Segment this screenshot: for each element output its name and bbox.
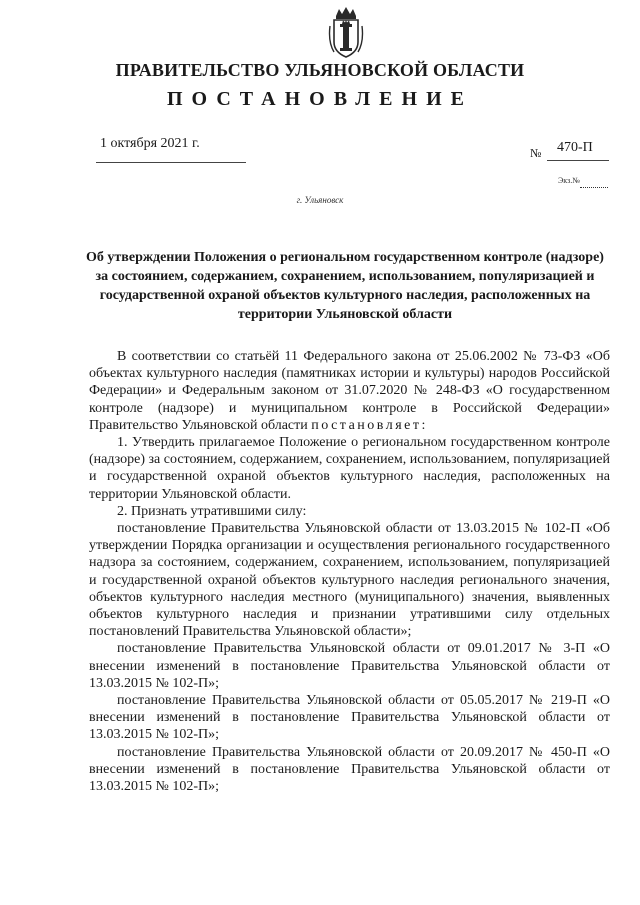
- number-underline: [547, 160, 609, 161]
- intro-paragraph: [89, 348, 610, 434]
- repeal-paragraph: постановление Правительства Ульяновской области от 05.05.2017 № 219-П «О внесении изменений в постановление Правительства Ульяновской области от 13.03.2015 № 102-П»;: [89, 693, 610, 743]
- city-name: г. Ульяновск: [296, 195, 344, 205]
- decree-word: постановляет:: [311, 417, 428, 433]
- item-1-paragraph: 1. Утвердить прилагаемое Положение о региональном государственном контроле (надзоре) за состоянием, содержанием, сохранением, использованием, популяризацией и государственной охраной объектов культурного наследия, расположенных на территории Ульяновской области.: [89, 435, 610, 502]
- government-title: ПРАВИТЕЛЬСТВО УЛЬЯНОВСКОЙ ОБЛАСТИ: [115, 60, 525, 80]
- copy-number-label: Экз.№: [558, 176, 580, 185]
- number-sign: №: [530, 146, 542, 160]
- repeal-paragraph: постановление Правительства Ульяновской области от 20.09.2017 № 450-П «О внесении изменений в постановление Правительства Ульяновской области от 13.03.2015 № 102-П»;: [89, 744, 610, 795]
- document-subject: Об утверждении Положения о региональном государственном контроле (надзоре) за состоянием, содержанием, сохранением, использованием, популяризацией и государственной охраной объектов культурного наследия, расположенных на территории Ульяновской области: [86, 250, 604, 322]
- copy-number-underline: [580, 187, 608, 188]
- item-2-paragraph: 2. Признать утратившими силу:: [117, 503, 307, 519]
- repeal-paragraph: постановление Правительства Ульяновской области от 13.03.2015 № 102-П «Об утверждении Порядка организации и осуществления регионального государственного надзора за состоянием, содержанием, сохранением, использованием, популяризацией и государственной охраной объектов культурного наследия регионального значения, объектов культурного наследия местного (муниципального) значения, выявленных объектов культурного наследия и признании утратившими силу отдельных постановлений Правительства Ульяновской области»;: [89, 521, 610, 640]
- coat-of-arms-icon: [328, 6, 364, 60]
- repeal-paragraph: постановление Правительства Ульяновской области от 09.01.2017 № 3-П «О внесении изменений в постановление Правительства Ульяновской области от 13.03.2015 № 102-П»;: [89, 641, 610, 691]
- date-underline: [96, 162, 246, 163]
- intro-text: В соответствии со статьёй 11 Федерального закона от 25.06.2002 № 73-ФЗ «Об объектах культурного наследия (памятниках истории и культуры) народов Российской Федерации» и Федеральным законом от 31.07.2020 № 248-ФЗ «О государственном контроле (надзоре) и муниципальном контроле в Российской Федерации» Правительство Ульяновской области: [89, 349, 610, 433]
- document-number: 470-П: [557, 140, 593, 155]
- document-type: ПОСТАНОВЛЕНИЕ: [167, 88, 473, 110]
- document-body: [89, 348, 610, 795]
- document-date: 1 октября 2021 г.: [100, 136, 200, 151]
